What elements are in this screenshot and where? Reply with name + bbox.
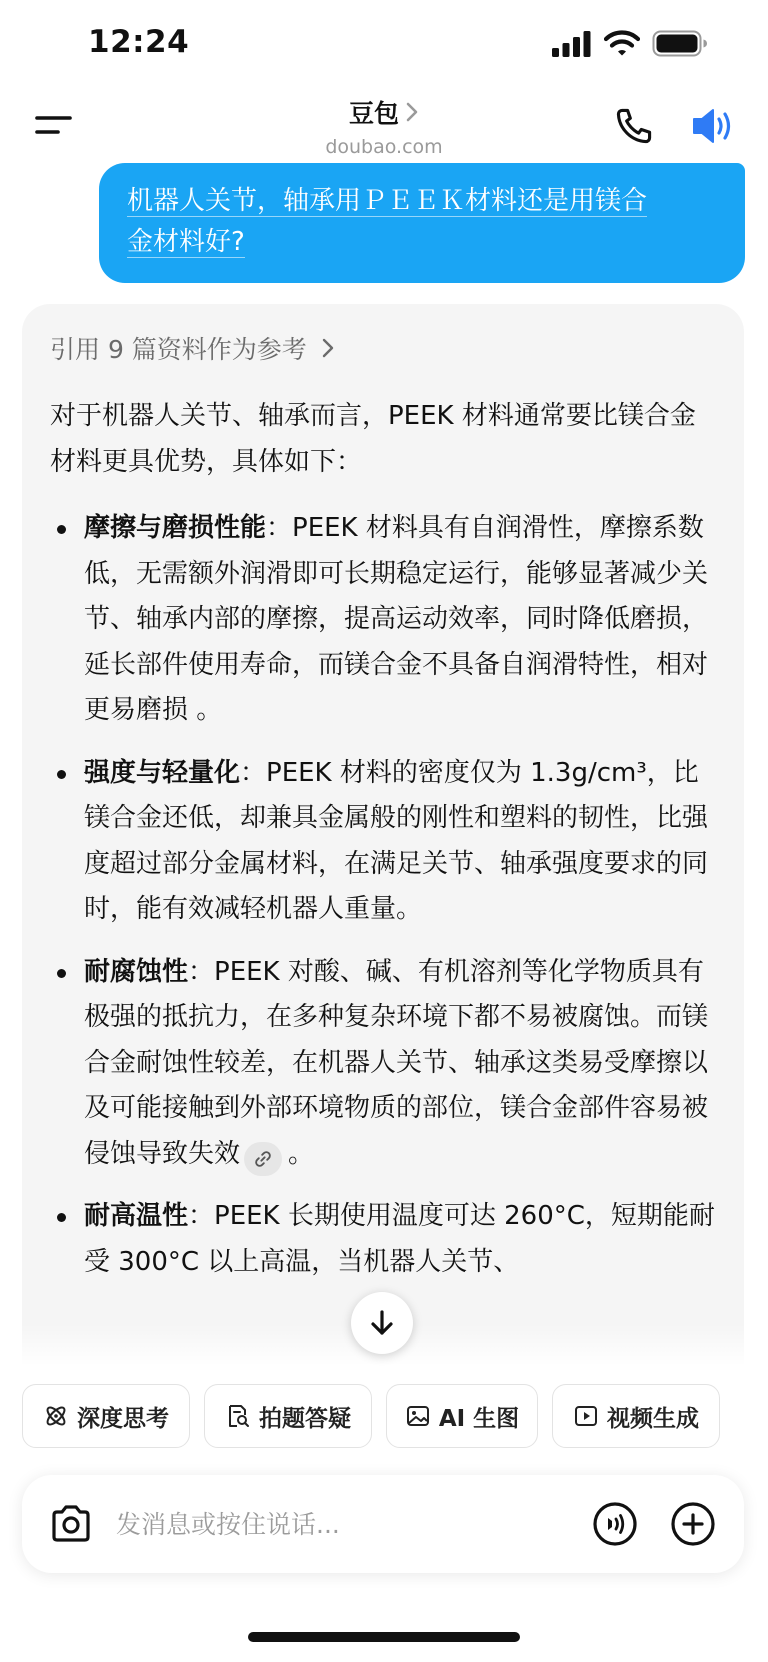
wifi-icon	[604, 30, 640, 57]
answer-body	[50, 394, 720, 1302]
add-attachment-button[interactable]	[670, 1501, 716, 1547]
user-message-line-1: 机器人关节，轴承用ＰＥＥＫ材料还是用镁合	[127, 186, 648, 216]
status-time: 12:24	[88, 24, 190, 60]
battery-icon	[652, 30, 708, 57]
speaker-volume-icon	[690, 104, 738, 148]
deep-think-chip[interactable]	[22, 1384, 190, 1448]
menu-icon	[34, 110, 74, 140]
answer-bullet-list	[50, 506, 720, 1285]
chevron-right-icon	[321, 337, 335, 359]
home-indicator[interactable]	[248, 1632, 520, 1642]
user-message-line-2: 金材料好?	[127, 227, 245, 257]
bullet-title: 耐高温性	[84, 1201, 189, 1231]
bullet-title: 强度与轻量化	[84, 757, 241, 788]
speaker-button[interactable]	[690, 104, 738, 148]
scroll-to-bottom-button[interactable]	[351, 1292, 413, 1354]
document-search-icon	[225, 1403, 251, 1429]
plus-circle-icon	[670, 1501, 716, 1547]
video-play-icon	[573, 1403, 599, 1429]
bullet-text: ：PEEK 材料的密度仅为 1.3g/cm³，比镁合金还低，却兼具金属般的刚性和塑料的韧性，比强度超过部分金属材料，在满足关节、轴承强度要求的同时，能有效减轻机器人重量。	[84, 757, 709, 924]
arrow-down-icon	[368, 1308, 396, 1338]
bullet-text: ：PEEK 对酸、碱、有机溶剂等化学物质具有极强的抵抗力，在多种复杂环境下都不易被腐蚀。而镁合金耐蚀性较差，在机器人关节、轴承这类易受摩擦以及可能接触到外部环境物质的部位，镁合金部件容易被侵蚀导致失效	[84, 956, 709, 1169]
menu-button[interactable]	[34, 110, 74, 140]
bullet-text: ：PEEK 长期使用温度可达 260°C，短期能耐受 300°C 以上高温，当机器人关节、	[84, 1201, 715, 1277]
link-icon	[253, 1149, 273, 1169]
assistant-answer-card	[22, 304, 744, 1364]
header-title[interactable]: 豆包	[348, 99, 399, 128]
ai-image-chip[interactable]	[386, 1384, 538, 1448]
skill-chips-row	[22, 1384, 768, 1450]
video-gen-chip[interactable]	[552, 1384, 720, 1448]
camera-icon	[48, 1502, 94, 1546]
ai-image-label[interactable]: AI 生图	[438, 1405, 520, 1432]
bullet-title: 摩擦与磨损性能	[84, 513, 267, 543]
voice-call-button[interactable]	[592, 1501, 638, 1547]
bullet-tail: 。	[288, 1138, 315, 1169]
atom-icon	[43, 1403, 69, 1429]
image-icon	[405, 1403, 431, 1429]
status-icons	[552, 30, 708, 57]
bullet-title: 耐腐蚀性	[84, 956, 189, 987]
message-input[interactable]	[116, 1499, 496, 1549]
photo-answer-label[interactable]: 拍题答疑	[259, 1405, 351, 1432]
bullet-item-friction	[50, 506, 720, 734]
phone-call-button[interactable]	[612, 104, 656, 148]
answer-intro: 对于机器人关节、轴承而言，PEEK 材料通常要比镁合金材料更具优势，具体如下：	[50, 401, 696, 477]
phone-icon	[612, 104, 656, 148]
video-gen-label[interactable]: 视频生成	[607, 1405, 699, 1432]
voice-wave-icon	[592, 1501, 638, 1547]
header	[0, 92, 768, 162]
status-bar	[0, 0, 768, 92]
photo-answer-chip[interactable]	[204, 1384, 372, 1448]
bullet-item-heat	[50, 1194, 720, 1285]
bullet-item-corrosion	[50, 950, 720, 1178]
message-input-bar	[22, 1475, 744, 1573]
camera-button[interactable]	[48, 1502, 94, 1546]
header-subtitle: doubao.com	[325, 136, 443, 158]
references-link[interactable]	[50, 330, 335, 366]
header-center[interactable]	[234, 92, 534, 158]
chevron-right-icon	[405, 101, 419, 123]
bullet-item-strength	[50, 751, 720, 933]
bullet-text: ：PEEK 材料具有自润滑性，摩擦系数低，无需额外润滑即可长期稳定运行，能够显著减少关节、轴承内部的摩擦，提高运动效率，同时降低磨损，延长部件使用寿命，而镁合金不具备自润滑特性，相对更易磨损 。	[84, 513, 709, 725]
citation-link-chip[interactable]	[244, 1142, 282, 1176]
user-message-bubble[interactable]	[99, 163, 745, 283]
deep-think-label[interactable]: 深度思考	[77, 1405, 169, 1432]
references-label[interactable]: 引用 9 篇资料作为参考	[50, 335, 307, 364]
cellular-signal-icon	[552, 31, 592, 57]
